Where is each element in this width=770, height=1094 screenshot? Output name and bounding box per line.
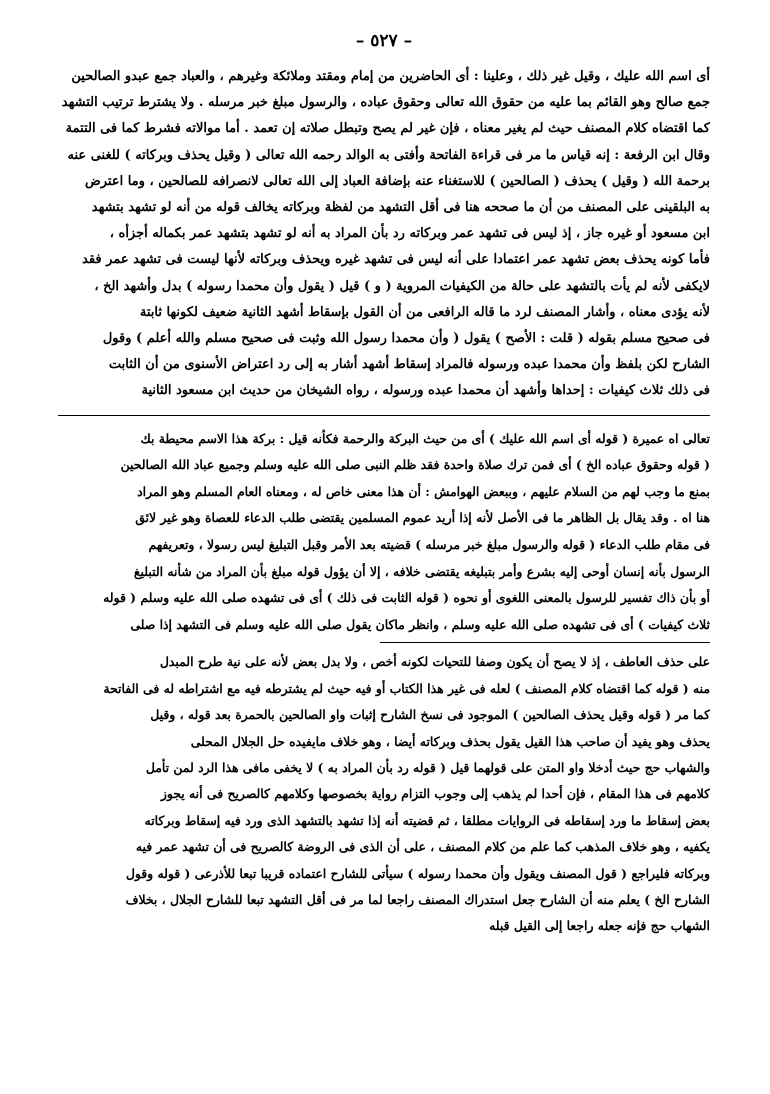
footnote-line: كلامهم فى هذا المقام ، فإن أحدا لم يذهب إلى وجوب التزام رواية بخصوصها وكلامهم كالصريح فى أنه يجوز — [160, 786, 710, 802]
main-text-line: أى اسم الله عليك ، وقيل غير ذلك ، وعلينا : أى الحاضرين من إمام ومقتد وملائكة وغيرهم ، والعباد جمع عبدو الصالحين — [71, 69, 710, 84]
main-text-line: وقال ابن الرفعة : إنه قياس ما مر فى قراءة الفاتحة وأفتى به الوالد رحمه الله تعالى ( وقيل يحذف وبركاته ) للغنى عنه — [67, 147, 710, 163]
footnote-line: تعالى اه عميرة ( قوله أى اسم الله عليك ) أى من حيث البركة والرحمة فكأنه قيل : بركة هذا الاسم محيطة بك — [140, 430, 710, 446]
footnote-line: الشارح الخ ) يعلم منه أن الشارح جعل استدراك المصنف راجعا لما مر فى أقل التشهد تبعا للشارح الجلال ، بخلاف — [125, 892, 710, 908]
book-page — [58, 26, 710, 1076]
footnote-line: أو بأن ذاك تفسير للرسول بالمعنى اللغوى أو نحوه ( قوله الثابت فى ذلك ) أى فى تشهده صلى الله عليه وسلم ( قوله — [103, 590, 710, 606]
footnote-line: فى مقام طلب الدعاء ( قوله والرسول مبلغ خبر مرسله ) قضيته بعد الأمر وقبل التبليغ ليس رسولا ، وتعريفهم — [148, 537, 710, 553]
main-text-line: لأنه يؤدى معناه ، وأشار المصنف لرد ما قاله الرافعى من أن القول بإسقاط أشهد الثانية ضعيف لكونها ثابتة — [139, 304, 710, 320]
footnote-line: يكفيه ، وهو خلاف المذهب كما علم من كلام المصنف ، على أن الذى فى الروضة كالصريح فى أن تشهد عمر فيه — [135, 839, 710, 855]
main-text-line: الشارح لكن بلفظ وأن محمدا عبده ورسوله فالمراد إسقاط أشهد أشار به إلى رد اعتراض الأسنوى من أن الثابت — [108, 357, 710, 373]
footnote-line: ( قوله وحقوق عباده الخ ) أى فمن ترك صلاة واحدة فقد ظلم النبى صلى الله عليه وسلم وجميع عباد الله الصالحين — [120, 457, 710, 473]
footnote-line: وبركاته فليراجع ( قول المصنف ويقول وأن محمدا رسوله ) سيأتى للشارح اعتماده قريبا تبعا للأذرعى ( قوله وقول — [125, 865, 710, 881]
main-text-line: فأما كونه يحذف بعض تشهد عمر اعتمادا على أنه ليس فى تشهد غيره ويحذف وبركاته لأنها ليست فى تشهد عمر فقد — [82, 252, 710, 268]
footnote-line: الشهاب حج فإنه جعله راجعا إلى القيل قبله — [489, 918, 710, 934]
section-divider — [58, 415, 710, 416]
main-text-line: كما اقتضاه كلام المصنف حيث لم يغير معناه ، فإن غير لم يصح وتبطل صلاته إن تعمد . أما موالاته فشرط كما فى التتمة — [65, 121, 710, 137]
footnote-divider — [380, 642, 710, 643]
footnote-line: يحذف وهو يفيد أن صاحب هذا القيل يقول بحذف وبركاته أيضا ، وهو خلاف مايفيده حل الجلال المحلى — [190, 733, 710, 749]
main-text-line: جمع صالح وهو القائم بما عليه من حقوق الله تعالى وحقوق عباده ، والرسول مبلغ خبر مرسله . ولا يشترط ترتيب التشهد — [61, 95, 710, 111]
footnote-line: كما مر ( قوله وقيل يحذف الصالحين ) الموجود فى نسخ الشارح إثبات واو الصالحين بالحمرة بعد قوله ، وقيل — [150, 707, 710, 723]
main-text — [58, 64, 710, 405]
footnote-first — [58, 426, 710, 639]
main-text-line: فى صحيح مسلم بقوله ( قلت : الأصح ) يقول ( وأن محمدا رسول الله وثبت فى صحيح مسلم والله أعلم ) وقول — [102, 331, 710, 347]
footnote-line: والشهاب حج حيث أدخلا واو المتن على قولهما قيل ( قوله رد بأن المراد به ) لا يخفى مافى هذا الرد لمن تأمل — [145, 760, 710, 776]
footnote-line: منه ( قوله كما اقتضاه كلام المصنف ) لعله فى غير هذا الكتاب أو فيه حيث لم يشترطه فيه مع اشتراطه له فى الفاتحة — [103, 680, 710, 696]
main-text-line: به البلقينى على المصنف من أن ما صححه هنا فى أقل التشهد من لفظة وبركاته يخالف قوله من أنه لو تشهد بتشهد — [91, 200, 710, 216]
footnote-line: ثلاث كيفيات ) أى فى تشهده صلى الله عليه وسلم ، وانظر ماكان يقول صلى الله عليه وسلم فى التشهد إذا صلى — [130, 616, 710, 632]
main-text-line: ابن مسعود أو غيره جاز ، إذ ليس فى تشهد عمر وبركاته رد بأن المراد به أنه لو تشهد بتشهد عمر بكماله أجزأه ، — [109, 226, 710, 242]
main-text-line: برحمة الله ( وقيل ) يحذف ( الصالحين ) للاستغناء عنه بإضافة العباد إلى الله تعالى لانصرافه للصالحين ، وما اعترض — [85, 173, 710, 189]
footnote-line: بمنع ما وجب لهم من السلام عليهم ، وببعض الهوامش : أن هذا معنى خاص له ، ومعناه العام المسلم وهو المراد — [137, 483, 710, 499]
footnote-line: بعض إسقاط ما ورد إسقاطه فى الروايات مطلقا ، ثم قضيته أنه إذا تشهد بالتشهد الذى ورد فيه إسقاط وبركاته — [144, 812, 710, 828]
footnote-line: هنا اه . وقد يقال بل الظاهر ما فى الأصل لأنه إذا أريد عموم المسلمين يقتضى طلب الدعاء للعصاة وهو غير لائق — [135, 510, 710, 526]
main-text-line: لايكفى لأنه لم يأت بالتشهد على حالة من الكيفيات المروية ( و ) قيل ( يقول وأن محمدا رسوله ) بدل وأشهد الخ ، — [94, 278, 710, 294]
page-number: – ٥٢٧ – — [355, 31, 413, 51]
footnote-line: الرسول بأنه إنسان أوحى إليه بشرع وأمر بتبليغه يقتضى خلافه ، إلا أن يؤول قوله مبلغ بأن المراد من شأنه التبليغ — [133, 563, 710, 579]
footnote-second — [58, 649, 710, 939]
footnote-line: على حذف العاطف ، إذ لا يصح أن يكون وصفا للتحيات لكونه أخص ، ولا بدل بعض لأنه على نية طرح المبدل — [159, 654, 710, 670]
main-text-line: فى ذلك ثلاث كيفيات : إحداها وأشهد أن محمدا عبده ورسوله ، رواه الشيخان من حديث ابن مسعود الثانية — [141, 383, 710, 399]
